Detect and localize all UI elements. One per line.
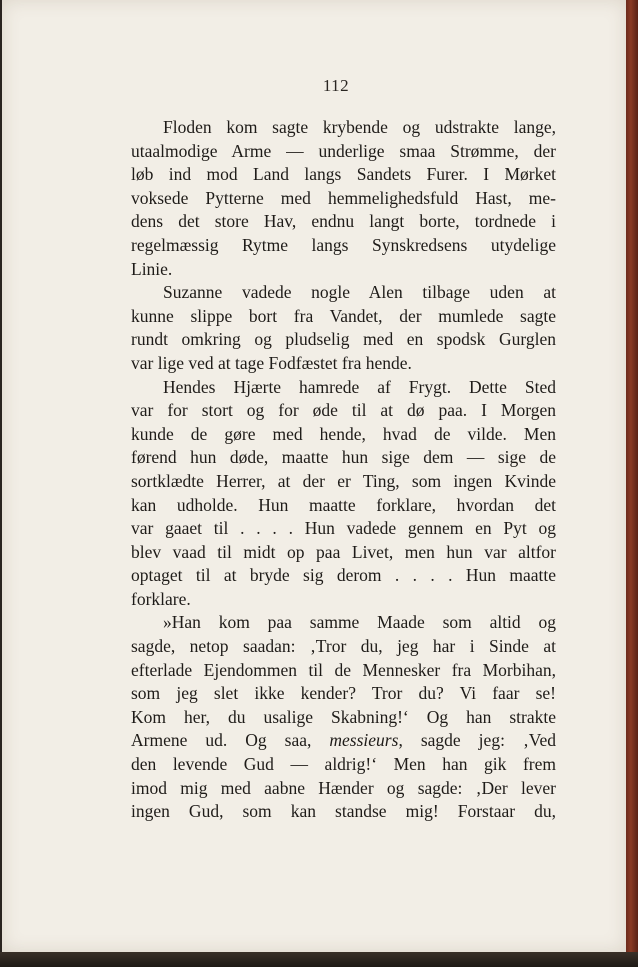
text-line: Linie.	[131, 258, 173, 279]
text-line: førend hun døde, maatte hun sige dem — sige de	[131, 447, 556, 468]
text-line: kunne slippe bort fra Vandet, der mumlede sagte	[131, 305, 556, 326]
text-line: kan udholde. Hun maatte forklare, hvordan det	[131, 494, 556, 515]
text-line: sortklædte Herrer, at der er Ting, som ingen Kvinde	[131, 470, 556, 491]
emphasized-word: messieurs	[329, 730, 399, 751]
text-line: blev vaad til midt op paa Livet, men hun var altfor	[131, 541, 556, 562]
text-line: var lige ved at tage Fodfæstet fra hende.	[131, 352, 412, 373]
page-number: 112	[322, 76, 350, 95]
text-line: forklare.	[131, 588, 191, 609]
text-line: Kom her, du usalige Skabning!‘ Og han strakte	[131, 706, 556, 727]
text-line: kunde de gøre med hende, hvad de vilde. Men	[131, 423, 556, 444]
book-bottom-edge	[0, 952, 638, 967]
text-line: rundt omkring og pludselig med en spodsk Gurglen	[131, 329, 556, 350]
text-line: Hendes Hjærte hamrede af Frygt. Dette Sted	[163, 376, 556, 397]
text-line: ingen Gud, som kan standse mig! Forstaar du,	[131, 801, 556, 822]
text-line: imod mig med aabne Hænder og sagde: ‚Der lever	[131, 777, 556, 798]
text-line: var for stort og for øde til at dø paa. I Morgen	[131, 400, 556, 421]
text-line: »Han kom paa samme Maade som altid og	[163, 612, 556, 633]
text-line: Armene ud. Og saa, messieurs, sagde jeg: ‚Ved	[131, 730, 556, 751]
text-line: utaalmodige Arme — underlige smaa Strømme, der	[131, 140, 556, 161]
text-line: Suzanne vadede nogle Alen tilbage uden at	[163, 282, 556, 303]
body-text	[131, 116, 556, 824]
text-line: som jeg slet ikke kender? Tror du? Vi faar se!	[131, 683, 556, 704]
text-line: var gaaet til . . . . Hun vadede gennem en Pyt og	[131, 518, 556, 539]
text-line: den levende Gud — aldrig!‘ Men han gik frem	[131, 754, 556, 775]
text-line: Floden kom sagte krybende og udstrakte lange,	[163, 117, 556, 137]
text-line: sagde, netop saadan: ‚Tror du, jeg har i Sinde at	[131, 636, 556, 657]
text-line: dens det store Hav, endnu langt borte, tordnede i	[131, 211, 556, 232]
text-line: regelmæssig Rytme langs Synskredsens utydelige	[131, 234, 556, 255]
text-line: voksede Pytterne med hemmelighedsfuld Hast, me-	[131, 187, 556, 208]
text-line: optaget til at bryde sig derom . . . . Hun maatte	[131, 565, 556, 586]
text-line: efterlade Ejendommen til de Mennesker fra Morbihan,	[131, 659, 556, 680]
book-cover-edge	[626, 0, 638, 967]
text-line: løb ind mod Land langs Sandets Furer. I Mørket	[131, 164, 556, 185]
